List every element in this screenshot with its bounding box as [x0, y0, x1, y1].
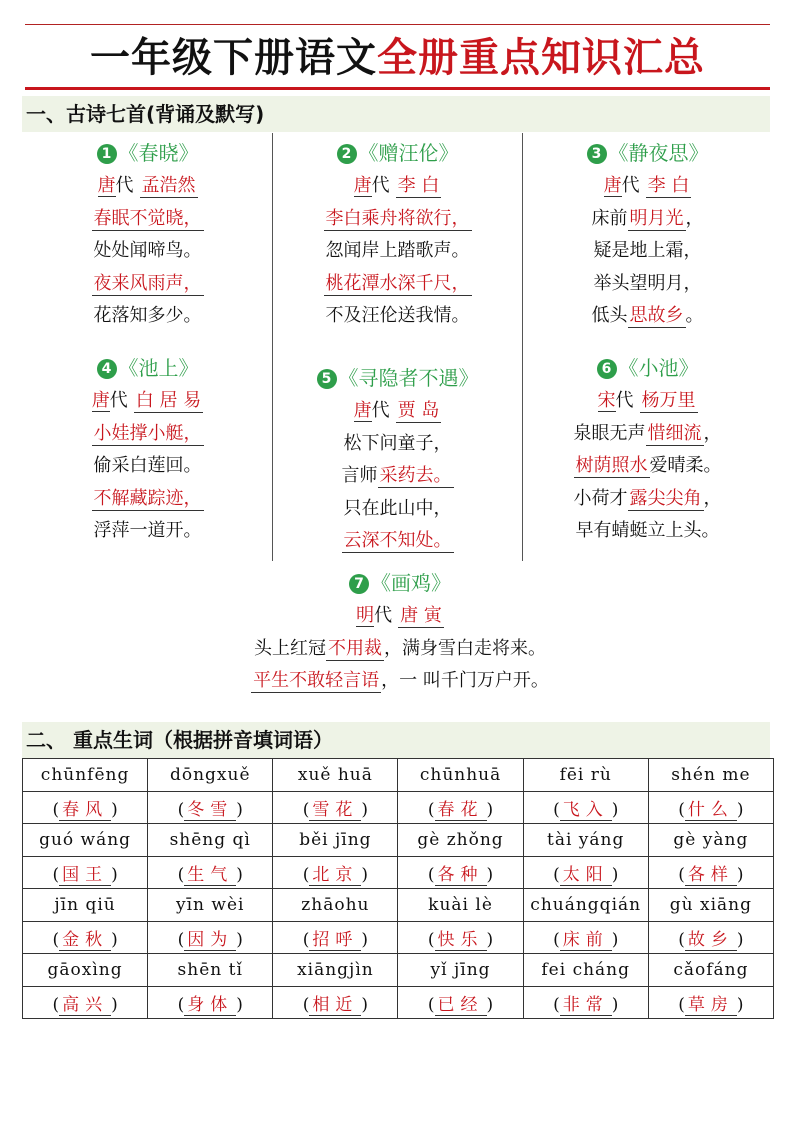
answer-row [23, 986, 774, 1019]
answer-cell [398, 986, 523, 1019]
answer-cell [398, 921, 523, 954]
poem-dai: 代 [109, 390, 128, 411]
pinyin-cell: shén me [648, 759, 773, 792]
answer-cell [523, 791, 648, 824]
paren-open: ( [302, 864, 310, 885]
pinyin-cell: xiāngjìn [273, 954, 398, 987]
poem-line-blank: 不解藏踪迹， [93, 487, 202, 509]
poem-block [150, 566, 650, 698]
poem-line [25, 300, 270, 333]
answer-cell [273, 986, 398, 1019]
poem-dynasty: 唐 [603, 175, 622, 196]
paren-open: ( [302, 799, 310, 820]
poem-title-text: 《寻隐者不遇》 [338, 366, 479, 390]
poem-author: 白 居 易 [135, 390, 202, 411]
poem-author: 李 白 [397, 175, 440, 196]
column-divider [272, 133, 273, 561]
answer-word: 招呼 [309, 930, 361, 951]
poem-author: 李 白 [647, 175, 690, 196]
answer-cell [648, 986, 773, 1019]
answer-cell [148, 856, 273, 889]
title-black-part: 一年级下册语文 [90, 35, 377, 81]
pinyin-cell: tài yáng [523, 824, 648, 857]
poem-line [275, 203, 520, 236]
paren-close: ) [361, 994, 369, 1015]
pinyin-cell: shēng qì [148, 824, 273, 857]
answer-word: 春风 [59, 800, 111, 821]
paren-close: ) [611, 799, 619, 820]
pinyin-cell: gè yàng [648, 824, 773, 857]
poem-title [275, 361, 520, 395]
answer-word: 金秋 [59, 930, 111, 951]
poem-author: 孟浩然 [141, 175, 196, 196]
answer-word: 相近 [309, 995, 361, 1016]
paren-open: ( [52, 799, 60, 820]
poem-line-blank: 不用裁 [328, 637, 382, 659]
poem-title [150, 566, 650, 600]
pinyin-cell: fēi rù [523, 759, 648, 792]
poem-author-line [150, 600, 650, 633]
answer-word: 生气 [184, 865, 236, 886]
answer-cell [148, 921, 273, 954]
poem-title-text: 《赠汪伦》 [358, 141, 459, 165]
pinyin-cell: dōngxuě [148, 759, 273, 792]
poem-line-blank: 平生不敢轻言语 [253, 670, 380, 691]
poem-line [25, 235, 270, 268]
poem-line-post: 爱晴柔。 [649, 455, 722, 476]
paren-open: ( [177, 799, 185, 820]
answer-word: 床前 [560, 930, 612, 951]
poem-dynasty: 唐 [353, 400, 372, 421]
answer-row [23, 921, 774, 954]
answer-word: 北京 [309, 865, 361, 886]
poem-title [525, 351, 770, 385]
poem-line-pre: 泉眼无声 [573, 422, 646, 444]
paren-close: ) [611, 864, 619, 885]
poem-dai: 代 [621, 175, 640, 196]
answer-cell [523, 921, 648, 954]
answer-cell [523, 986, 648, 1019]
poem-title-text: 《画鸡》 [371, 571, 451, 595]
vocab-table [22, 758, 774, 1019]
paren-open: ( [52, 929, 60, 950]
paren-open: ( [553, 799, 560, 820]
answer-word: 飞入 [560, 800, 612, 821]
poem-line [525, 418, 770, 451]
poem-line [525, 515, 770, 548]
pinyin-cell: chuángqián [523, 889, 648, 922]
answer-word: 冬雪 [184, 800, 236, 821]
poem-line-blank: 明月光 [629, 207, 684, 229]
answer-row [23, 791, 774, 824]
pinyin-cell: yǐ jīng [398, 954, 523, 987]
poem-line [25, 483, 270, 516]
paren-open: ( [52, 864, 60, 885]
poem-line [25, 515, 270, 548]
poem-line-text: 不及汪伦送我情。 [325, 305, 470, 326]
paren-close: ) [111, 864, 118, 885]
poem-line-blank: 李白乘舟将欲行， [325, 207, 470, 229]
paren-close: ) [236, 929, 243, 950]
paren-open: ( [302, 994, 310, 1015]
pinyin-cell: xuě huā [273, 759, 398, 792]
poem-line [150, 633, 650, 666]
poem-dynasty: 宋 [597, 390, 616, 411]
section-heading-vocab: 二、 重点生词（根据拼音填词语） [22, 722, 770, 758]
answer-cell [148, 986, 273, 1019]
poem-number-badge: 7 [349, 574, 369, 594]
paren-open: ( [678, 929, 685, 950]
poem-block [275, 361, 520, 558]
poem-dynasty: 明 [356, 605, 375, 626]
poem-dynasty: 唐 [353, 175, 372, 196]
answer-word: 非常 [560, 995, 612, 1016]
paren-open: ( [678, 864, 685, 885]
poem-line-blank: 思故乡 [629, 305, 684, 326]
answer-word: 身体 [184, 995, 236, 1016]
poem-number-badge: 6 [597, 359, 617, 379]
paren-close: ) [736, 994, 744, 1015]
poem-dynasty: 唐 [91, 390, 110, 411]
poem-line-blank: 春眠不觉晓， [93, 207, 202, 229]
paren-open: ( [52, 994, 60, 1015]
paren-open: ( [678, 799, 685, 820]
poem-title [25, 351, 270, 385]
poem-author: 杨万里 [641, 390, 696, 411]
pinyin-cell: chūnfēng [23, 759, 148, 792]
paren-open: ( [427, 864, 435, 885]
poem-line-text: 只在此山中， [343, 497, 452, 519]
pinyin-cell: fei cháng [523, 954, 648, 987]
poem-number-badge: 1 [97, 144, 117, 164]
answer-word: 春花 [435, 800, 487, 821]
poem-line [525, 203, 770, 236]
poem-block [525, 351, 770, 548]
title-red-part: 全册重点知识汇总 [377, 35, 705, 81]
poem-line-text: 偷采白莲回。 [93, 455, 202, 476]
answer-cell [23, 856, 148, 889]
paren-open: ( [553, 994, 560, 1015]
answer-cell [648, 791, 773, 824]
answer-cell [648, 921, 773, 954]
paren-close: ) [611, 929, 619, 950]
section-heading-poems: 一、古诗七首(背诵及默写) [22, 96, 770, 132]
poem-line-blank: 云深不知处。 [343, 530, 452, 551]
poem-line-pre: 小荷才 [573, 487, 628, 509]
paren-close: ) [111, 799, 118, 820]
poem-number-badge: 3 [587, 144, 607, 164]
poem-line [525, 483, 770, 516]
poem-dai: 代 [615, 390, 634, 411]
poem-title [275, 136, 520, 170]
poem-line-text: 举头望明月， [593, 272, 702, 294]
poem-block [25, 351, 270, 548]
top-rule [25, 24, 770, 25]
poem-author: 唐 寅 [400, 605, 442, 626]
pinyin-cell: běi jīng [273, 824, 398, 857]
answer-cell [23, 986, 148, 1019]
poem-dai: 代 [371, 400, 390, 421]
pinyin-cell: jīn qiū [23, 889, 148, 922]
pinyin-row [23, 824, 774, 857]
poem-line-text: 疑是地上霜， [593, 240, 702, 261]
poem-block [525, 136, 770, 333]
poem-line-post: ，满身雪白走将来。 [384, 637, 546, 659]
paren-close: ) [486, 929, 494, 950]
poem-number-badge: 2 [337, 144, 357, 164]
answer-word: 太阳 [560, 865, 612, 886]
poem-line-text: 忽闻岸上踏歌声。 [325, 240, 470, 261]
paren-close: ) [486, 864, 494, 885]
paren-open: ( [427, 929, 435, 950]
paren-close: ) [736, 864, 744, 885]
answer-word: 已经 [435, 995, 487, 1016]
answer-word: 草房 [685, 995, 737, 1016]
pinyin-row [23, 889, 774, 922]
poem-author-line [275, 395, 520, 428]
poem-line-blank: 桃花潭水深千尺， [325, 272, 470, 294]
poem-dai: 代 [371, 175, 390, 196]
answer-cell [23, 791, 148, 824]
poem-line [275, 300, 520, 333]
answer-word: 雪花 [309, 800, 361, 821]
poem-line-text: 早有蜻蜓立上头。 [575, 520, 720, 541]
answer-cell [523, 856, 648, 889]
paren-close: ) [361, 864, 369, 885]
poem-author-line [25, 385, 270, 418]
poem-title [25, 136, 270, 170]
poem-line [525, 268, 770, 301]
pinyin-cell: shēn tǐ [148, 954, 273, 987]
poem-title-text: 《池上》 [118, 356, 199, 380]
poem-title-text: 《小池》 [618, 356, 699, 380]
poem-dai: 代 [374, 605, 393, 626]
poem-line [25, 450, 270, 483]
paren-close: ) [486, 799, 494, 820]
poem-line [25, 418, 270, 451]
paren-close: ) [111, 994, 118, 1015]
answer-word: 国王 [59, 865, 111, 886]
poem-line-post: ， [703, 422, 722, 444]
paren-close: ) [736, 929, 744, 950]
answer-word: 什么 [685, 800, 737, 821]
poem-line-blank: 树荫照水 [575, 455, 648, 476]
poem-line [525, 300, 770, 333]
pinyin-cell: cǎofáng [648, 954, 773, 987]
poem-author-line [525, 385, 770, 418]
poem-line-blank: 露尖尖角 [629, 487, 702, 509]
poem-line [275, 460, 520, 493]
paren-open: ( [553, 864, 560, 885]
poem-line-text: 花落知多少。 [93, 305, 202, 326]
poem-line-blank: 夜来风雨声， [93, 272, 202, 294]
pinyin-row [23, 759, 774, 792]
column-divider [522, 133, 523, 561]
answer-word: 快乐 [435, 930, 487, 951]
poem-line-post: ， [703, 487, 722, 509]
poem-title-text: 《静夜思》 [608, 141, 709, 165]
poem-line [25, 203, 270, 236]
paren-open: ( [427, 799, 435, 820]
poem-number-badge: 5 [317, 369, 337, 389]
paren-close: ) [611, 994, 619, 1015]
answer-word: 故乡 [685, 930, 737, 951]
paren-close: ) [236, 994, 243, 1015]
poem-line [275, 235, 520, 268]
poem-author-line [525, 170, 770, 203]
pinyin-cell: gāoxìng [23, 954, 148, 987]
poem-line-blank: 惜细流 [647, 422, 702, 444]
poem-line-pre: 言师 [341, 465, 378, 486]
paren-close: ) [361, 929, 369, 950]
poem-line-pre: 床前 [591, 207, 628, 229]
poem-line-blank: 采药去。 [379, 465, 452, 486]
poem-line [275, 428, 520, 461]
paren-close: ) [361, 799, 369, 820]
pinyin-row [23, 954, 774, 987]
poem-line-pre: 头上红冠 [254, 637, 326, 659]
paren-close: ) [111, 929, 118, 950]
paren-close: ) [486, 994, 494, 1015]
poem-block [275, 136, 520, 333]
paren-open: ( [553, 929, 560, 950]
pinyin-cell: gù xiāng [648, 889, 773, 922]
poem-dai: 代 [115, 175, 134, 196]
poem-number-badge: 4 [97, 359, 117, 379]
answer-cell [273, 921, 398, 954]
poem-line-pre: 低头 [591, 305, 628, 326]
paren-open: ( [302, 929, 310, 950]
answer-word: 各种 [435, 865, 487, 886]
paren-open: ( [177, 994, 185, 1015]
answer-row [23, 856, 774, 889]
answer-cell [398, 791, 523, 824]
poem-author-line [25, 170, 270, 203]
pinyin-cell: yīn wèi [148, 889, 273, 922]
poem-line-text: 处处闻啼鸟。 [93, 240, 202, 261]
answer-cell [648, 856, 773, 889]
paren-close: ) [736, 799, 744, 820]
paren-open: ( [177, 929, 185, 950]
poem-line-text: 浮萍一道开。 [93, 520, 202, 541]
paren-close: ) [236, 799, 243, 820]
poem-line-post: ， [685, 207, 704, 229]
answer-word: 高兴 [59, 995, 111, 1016]
page-title [25, 30, 770, 86]
poem-line [150, 665, 650, 698]
answer-cell [23, 921, 148, 954]
paren-close: ) [236, 864, 243, 885]
poem-dynasty: 唐 [97, 175, 116, 196]
pinyin-cell: chūnhuā [398, 759, 523, 792]
poem-title-text: 《春晓》 [118, 141, 199, 165]
answer-cell [148, 791, 273, 824]
poem-line-blank: 小娃撑小艇， [93, 422, 202, 444]
poem-title [525, 136, 770, 170]
pinyin-cell: kuài lè [398, 889, 523, 922]
poem-line-post: 。 [685, 305, 704, 326]
title-underline [25, 87, 770, 90]
answer-word: 因为 [184, 930, 236, 951]
answer-word: 各样 [685, 865, 737, 886]
poem-line [275, 268, 520, 301]
paren-open: ( [177, 864, 185, 885]
paren-open: ( [427, 994, 435, 1015]
poem-line [25, 268, 270, 301]
poem-line [275, 525, 520, 558]
poem-block [25, 136, 270, 333]
poem-line [525, 235, 770, 268]
paren-open: ( [678, 994, 685, 1015]
pinyin-cell: gè zhǒng [398, 824, 523, 857]
poem-line-post: ，一 叫千门万户开。 [381, 670, 549, 691]
pinyin-cell: zhāohu [273, 889, 398, 922]
poem-line [525, 450, 770, 483]
answer-cell [273, 856, 398, 889]
poem-line [275, 493, 520, 526]
poem-author-line [275, 170, 520, 203]
answer-cell [273, 791, 398, 824]
answer-cell [398, 856, 523, 889]
poem-author: 贾 岛 [397, 400, 440, 421]
poem-line-text: 松下问童子， [343, 432, 452, 454]
pinyin-cell: guó wáng [23, 824, 148, 857]
